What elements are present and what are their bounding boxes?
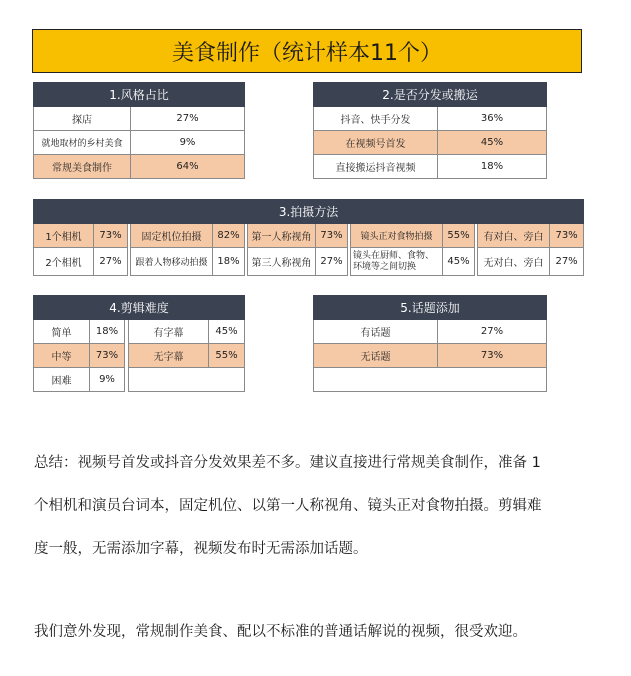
- table-header: 2.是否分发或搬运: [314, 83, 547, 107]
- table-row: [314, 107, 547, 131]
- row-value: 73%: [550, 224, 584, 248]
- table-header: 1.风格占比: [34, 83, 245, 107]
- row-label: 第三人称视角: [248, 248, 316, 276]
- row-value: 18%: [90, 320, 125, 344]
- table-header: 3.拍摄方法: [34, 200, 584, 224]
- row-label: 固定机位拍摄: [131, 224, 213, 248]
- row-value: 45%: [443, 248, 475, 276]
- row-label: 抖音、快手分发: [314, 107, 438, 131]
- table-row: [314, 155, 547, 179]
- row-value: 73%: [90, 344, 125, 368]
- page-title: 美食制作（统计样本11个）: [32, 29, 582, 73]
- row-label: 有字幕: [129, 320, 209, 344]
- row-value: 55%: [443, 224, 475, 248]
- summary-line: 总结：视频号首发或抖音分发效果差不多。建议直接进行常规美食制作，准备 1: [34, 455, 541, 471]
- row-value: 73%: [94, 224, 128, 248]
- empty-cell: [314, 368, 547, 392]
- table-row: [314, 368, 547, 392]
- table-header: 5.话题添加: [314, 296, 547, 320]
- finding-note: 我们意外发现，常规制作美食、配以不标准的普通话解说的视频，很受欢迎。: [34, 624, 527, 640]
- row-value: 9%: [90, 368, 125, 392]
- row-label: 有话题: [314, 320, 438, 344]
- row-value: 18%: [438, 155, 547, 179]
- row-value: 18%: [213, 248, 245, 276]
- topic-table: [313, 295, 547, 392]
- summary-paragraph: [34, 446, 594, 566]
- row-value: 27%: [550, 248, 584, 276]
- row-value: 27%: [438, 320, 547, 344]
- row-label: 镜头在厨师、食物、环境等之间切换: [351, 248, 443, 276]
- row-label: 在视频号首发: [314, 131, 438, 155]
- style-share-table: [33, 82, 245, 179]
- table-row: [34, 224, 584, 248]
- table-header: 4.剪辑难度: [34, 296, 245, 320]
- row-value: 73%: [438, 344, 547, 368]
- row-value: 73%: [316, 224, 348, 248]
- shooting-method-table: [33, 199, 584, 276]
- row-value: 55%: [209, 344, 245, 368]
- row-label: 就地取材的乡村美食: [34, 131, 131, 155]
- row-label: 1个相机: [34, 224, 94, 248]
- table-row: [314, 344, 547, 368]
- row-value: 45%: [209, 320, 245, 344]
- row-value: 27%: [131, 107, 245, 131]
- row-value: 36%: [438, 107, 547, 131]
- table-row: [314, 131, 547, 155]
- table-row: [34, 344, 245, 368]
- row-label: 镜头正对食物拍摄: [351, 224, 443, 248]
- row-label: 有对白、旁白: [478, 224, 550, 248]
- row-label: 跟着人物移动拍摄: [131, 248, 213, 276]
- row-value: 82%: [213, 224, 245, 248]
- table-row: [34, 155, 245, 179]
- row-label: 简单: [34, 320, 90, 344]
- row-label: 常规美食制作: [34, 155, 131, 179]
- summary-line: 个相机和演员台词本，固定机位、以第一人称视角、镜头正对食物拍摄。剪辑难: [34, 498, 542, 514]
- row-label: 2个相机: [34, 248, 94, 276]
- row-value: 9%: [131, 131, 245, 155]
- summary-line: 度一般，无需添加字幕，视频发布时无需添加话题。: [34, 541, 368, 557]
- table-row: [34, 248, 584, 276]
- row-label: 困难: [34, 368, 90, 392]
- row-label: 直接搬运抖音视频: [314, 155, 438, 179]
- row-value: 64%: [131, 155, 245, 179]
- table-row: [34, 107, 245, 131]
- row-label: 第一人称视角: [248, 224, 316, 248]
- row-label: 无字幕: [129, 344, 209, 368]
- table-row: [34, 131, 245, 155]
- table-row: [314, 320, 547, 344]
- empty-cell: [129, 368, 245, 392]
- row-value: 27%: [316, 248, 348, 276]
- row-value: 27%: [94, 248, 128, 276]
- table-row: [34, 368, 245, 392]
- row-label: 探店: [34, 107, 131, 131]
- editing-difficulty-table: [33, 295, 245, 392]
- row-label: 中等: [34, 344, 90, 368]
- row-label: 无话题: [314, 344, 438, 368]
- distribution-table: [313, 82, 547, 179]
- table-row: [34, 320, 245, 344]
- row-value: 45%: [438, 131, 547, 155]
- row-label: 无对白、旁白: [478, 248, 550, 276]
